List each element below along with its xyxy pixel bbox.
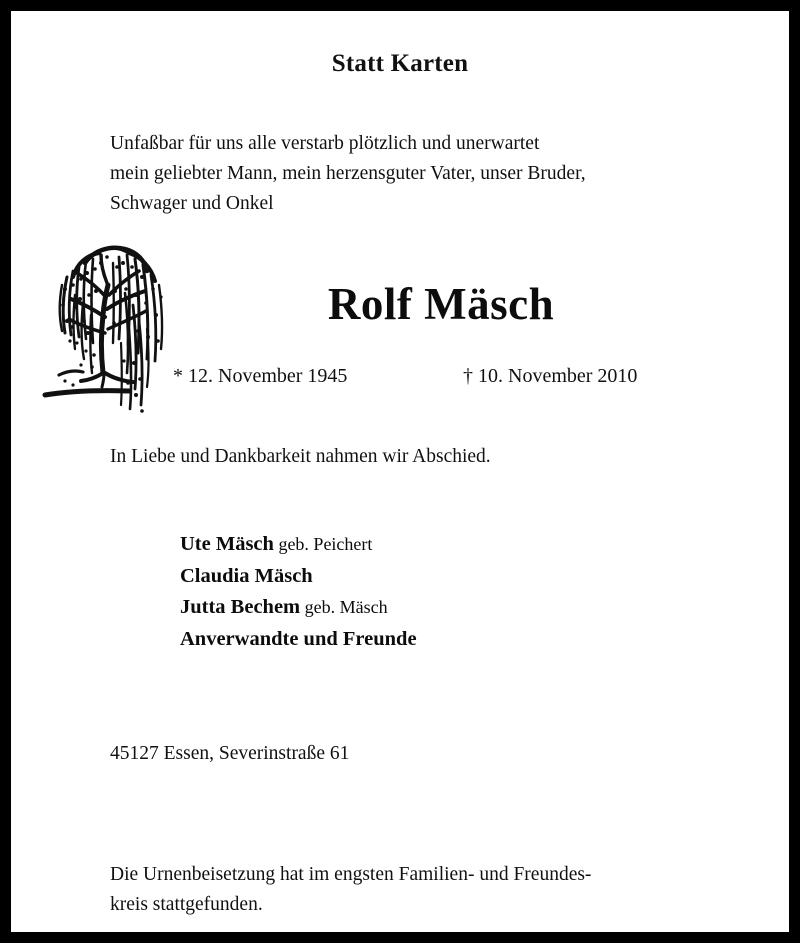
intro-paragraph	[110, 129, 770, 219]
survivor-name: Ute Mäsch	[180, 533, 274, 555]
page-title: Statt Karten	[331, 50, 469, 77]
intro-line: mein geliebter Mann, mein herzensguter Vater, unser Bruder,	[110, 163, 586, 184]
survivor-nee: geb. Mäsch	[300, 597, 388, 617]
survivor-nee: geb. Peichert	[273, 534, 373, 554]
birth-date: * 12. November 1945	[173, 365, 348, 387]
intro-line: Schwager und Onkel	[110, 193, 274, 214]
intro-line: Unfaßbar für uns alle verstarb plötzlich und unerwartet	[110, 133, 540, 154]
death-date: † 10. November 2010	[463, 365, 638, 387]
list-item	[180, 624, 740, 656]
survivor-name: Claudia Mäsch	[180, 564, 313, 587]
closing-paragraph	[110, 860, 775, 920]
survivors-list	[180, 529, 740, 655]
list-item	[180, 529, 740, 561]
farewell-line: In Liebe und Dankbarkeit nahmen wir Abschied.	[110, 446, 491, 467]
list-item	[180, 592, 740, 624]
deceased-name: Rolf Mäsch	[327, 279, 555, 329]
list-item	[180, 561, 740, 593]
notice-paper	[11, 11, 789, 932]
survivor-name: Jutta Bechem	[180, 596, 301, 618]
life-dates	[11, 365, 789, 393]
closing-line: kreis stattgefunden.	[110, 894, 263, 915]
survivor-name: Anverwandte und Freunde	[180, 627, 417, 650]
weeping-willow-tree-icon	[29, 233, 189, 425]
closing-line: Die Urnenbeisetzung hat im engsten Familien- und Freundes-	[110, 864, 592, 885]
address: 45127 Essen, Severinstraße 61	[110, 743, 350, 764]
